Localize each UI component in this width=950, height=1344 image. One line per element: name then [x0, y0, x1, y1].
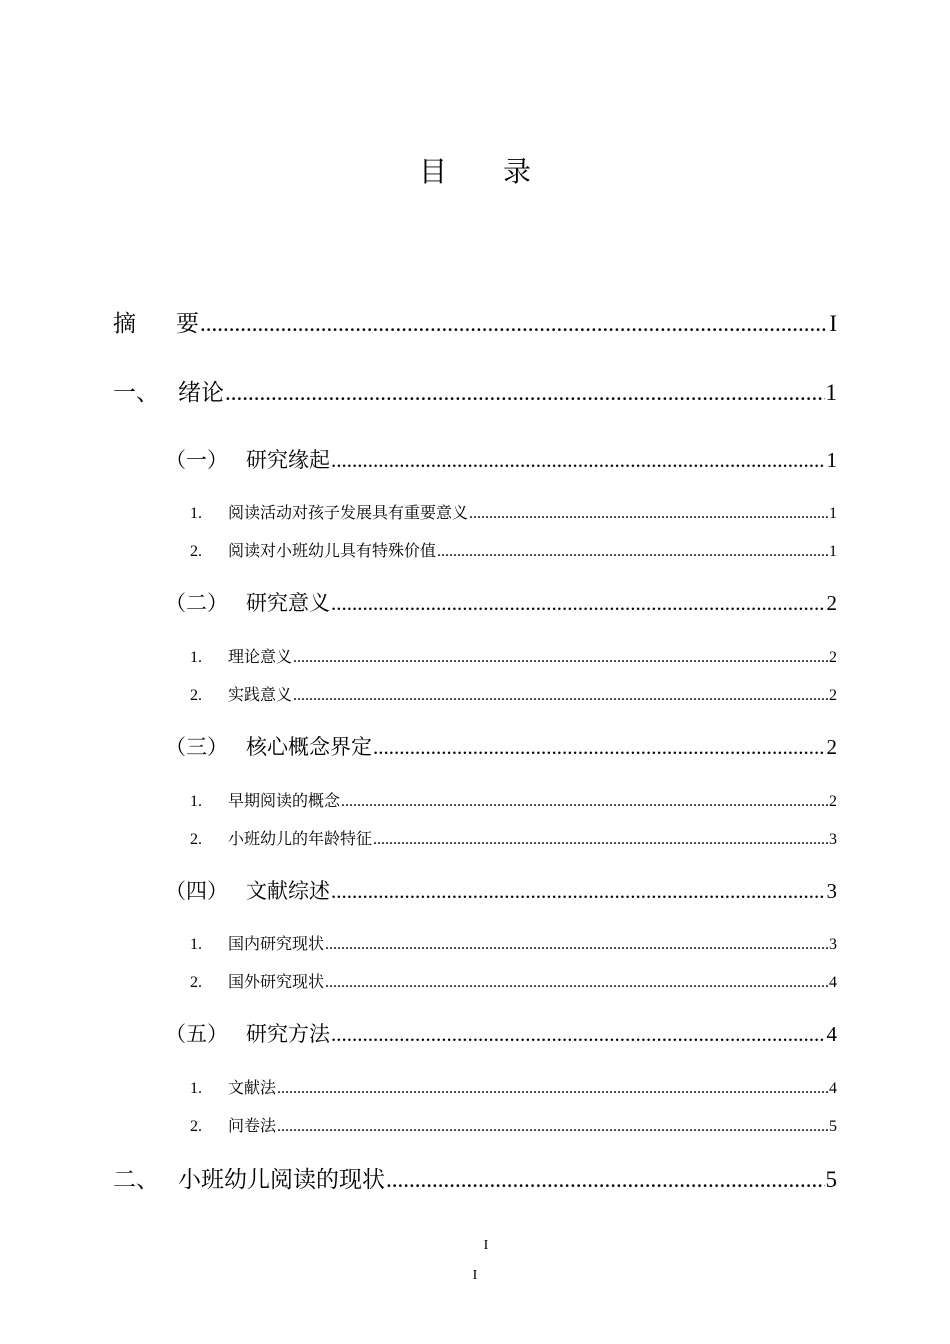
toc-page-number: 4 — [829, 974, 837, 991]
toc-entry[interactable] — [190, 931, 837, 954]
toc-leader-dots — [277, 1118, 828, 1136]
toc-entry-number: 1. — [190, 649, 202, 666]
toc-page-number: 2 — [829, 793, 837, 810]
toc-page-number: 2 — [826, 591, 837, 615]
toc-entry[interactable] — [165, 444, 837, 474]
toc-entry-text: 文献法 — [228, 1078, 277, 1097]
toc-page-number: 3 — [829, 936, 837, 953]
toc-entry[interactable] — [190, 1113, 837, 1136]
toc-entry-text: 小班幼儿阅读的现状 — [178, 1167, 385, 1193]
toc-leader-dots — [373, 735, 826, 760]
toc-entry-number: 2. — [190, 1118, 202, 1135]
toc-leader-dots — [331, 591, 826, 616]
toc-entry-text: 研究缘起 — [246, 448, 330, 472]
toc-page-number: I — [829, 311, 837, 336]
toc-entry[interactable] — [190, 788, 837, 811]
toc-page-number: 2 — [829, 649, 837, 666]
toc-entry[interactable] — [190, 969, 837, 992]
toc-page-number: 1 — [829, 505, 837, 522]
toc-entry-text: 核心概念界定 — [246, 735, 372, 759]
toc-entry-text: 研究意义 — [246, 591, 330, 615]
toc-title-char: 目 — [418, 155, 447, 188]
toc-leader-dots — [325, 936, 828, 954]
toc-leader-dots — [293, 649, 828, 667]
toc-entry[interactable] — [190, 538, 837, 561]
toc-entry-number: 1. — [190, 1080, 202, 1097]
toc-leader-dots — [277, 1080, 828, 1098]
toc-entry-number: （一） — [165, 448, 228, 472]
toc-title — [0, 150, 950, 190]
footer-page-label: I — [472, 1268, 478, 1283]
toc-leader-dots — [331, 448, 826, 473]
toc-entry[interactable] — [190, 1075, 837, 1098]
toc-entry[interactable] — [165, 875, 837, 905]
toc-leader-dots — [293, 687, 828, 705]
toc-page-number: 4 — [826, 1022, 837, 1046]
toc-entry[interactable] — [190, 682, 837, 705]
toc-entry-number: 二、 — [113, 1167, 159, 1193]
toc-page-number: 1 — [825, 380, 837, 405]
toc-entry-number: 2. — [190, 831, 202, 848]
toc-entry-text: 阅读活动对孩子发展具有重要意义 — [228, 503, 469, 522]
toc-entry-number: （五） — [165, 1022, 228, 1046]
toc-entry-text: 问卷法 — [228, 1116, 277, 1135]
toc-entry-number: 1. — [190, 505, 202, 522]
toc-leader-dots — [437, 543, 828, 561]
toc-entry-text: 摘 要 — [113, 311, 199, 337]
toc-page-number: 3 — [829, 831, 837, 848]
toc-title-char: 录 — [503, 155, 532, 188]
toc-entry[interactable] — [165, 1018, 837, 1048]
toc-entry-number: （四） — [165, 879, 228, 903]
toc-entry-number: （三） — [165, 735, 228, 759]
toc-page-number: 1 — [826, 448, 837, 472]
toc-page-number: 5 — [829, 1118, 837, 1135]
toc-entry-text: 阅读对小班幼儿具有特殊价值 — [228, 541, 437, 560]
toc-entry-number: 2. — [190, 543, 202, 560]
toc-entry-number: 1. — [190, 936, 202, 953]
toc-entry[interactable] — [113, 1161, 837, 1194]
toc-entry-text: 国内研究现状 — [228, 934, 325, 953]
toc-entry-text: 研究方法 — [246, 1022, 330, 1046]
toc-entry-text: 实践意义 — [228, 685, 293, 704]
toc-leader-dots — [331, 879, 826, 904]
toc-entry-text: 文献综述 — [246, 879, 330, 903]
toc-page-number: 4 — [829, 1080, 837, 1097]
toc-leader-dots — [325, 974, 828, 992]
toc-entry-text: 绪论 — [178, 380, 224, 406]
toc-leader-dots — [373, 831, 828, 849]
toc-page-number: 5 — [825, 1167, 837, 1192]
toc-leader-dots — [469, 505, 828, 523]
toc-entry[interactable] — [190, 500, 837, 523]
toc-leader-dots — [200, 311, 828, 337]
toc-leader-dots — [341, 793, 828, 811]
toc-page-number: 3 — [826, 879, 837, 903]
toc-page-number: 2 — [826, 735, 837, 759]
toc-entry[interactable] — [165, 731, 837, 761]
footer-page-label: I — [483, 1238, 489, 1253]
toc-entry-abstract[interactable] — [113, 305, 837, 338]
toc-leader-dots — [386, 1167, 825, 1193]
toc-entry-number: （二） — [165, 591, 228, 615]
toc-entry[interactable] — [190, 644, 837, 667]
toc-entry[interactable] — [113, 374, 837, 407]
toc-leader-dots — [225, 380, 825, 406]
toc-leader-dots — [331, 1022, 826, 1047]
toc-entry-text: 国外研究现状 — [228, 972, 325, 991]
toc-page-number: 2 — [829, 687, 837, 704]
toc-entry[interactable] — [165, 587, 837, 617]
toc-entry-number: 2. — [190, 687, 202, 704]
toc-entry-text: 理论意义 — [228, 647, 293, 666]
toc-entry-number: 1. — [190, 793, 202, 810]
toc-entry-text: 小班幼儿的年龄特征 — [228, 829, 373, 848]
toc-entry-number: 2. — [190, 974, 202, 991]
toc-entry-number: 一、 — [113, 380, 159, 406]
toc-page-number: 1 — [829, 543, 837, 560]
toc-entry[interactable] — [190, 826, 837, 849]
toc-entry-text: 早期阅读的概念 — [228, 791, 341, 810]
